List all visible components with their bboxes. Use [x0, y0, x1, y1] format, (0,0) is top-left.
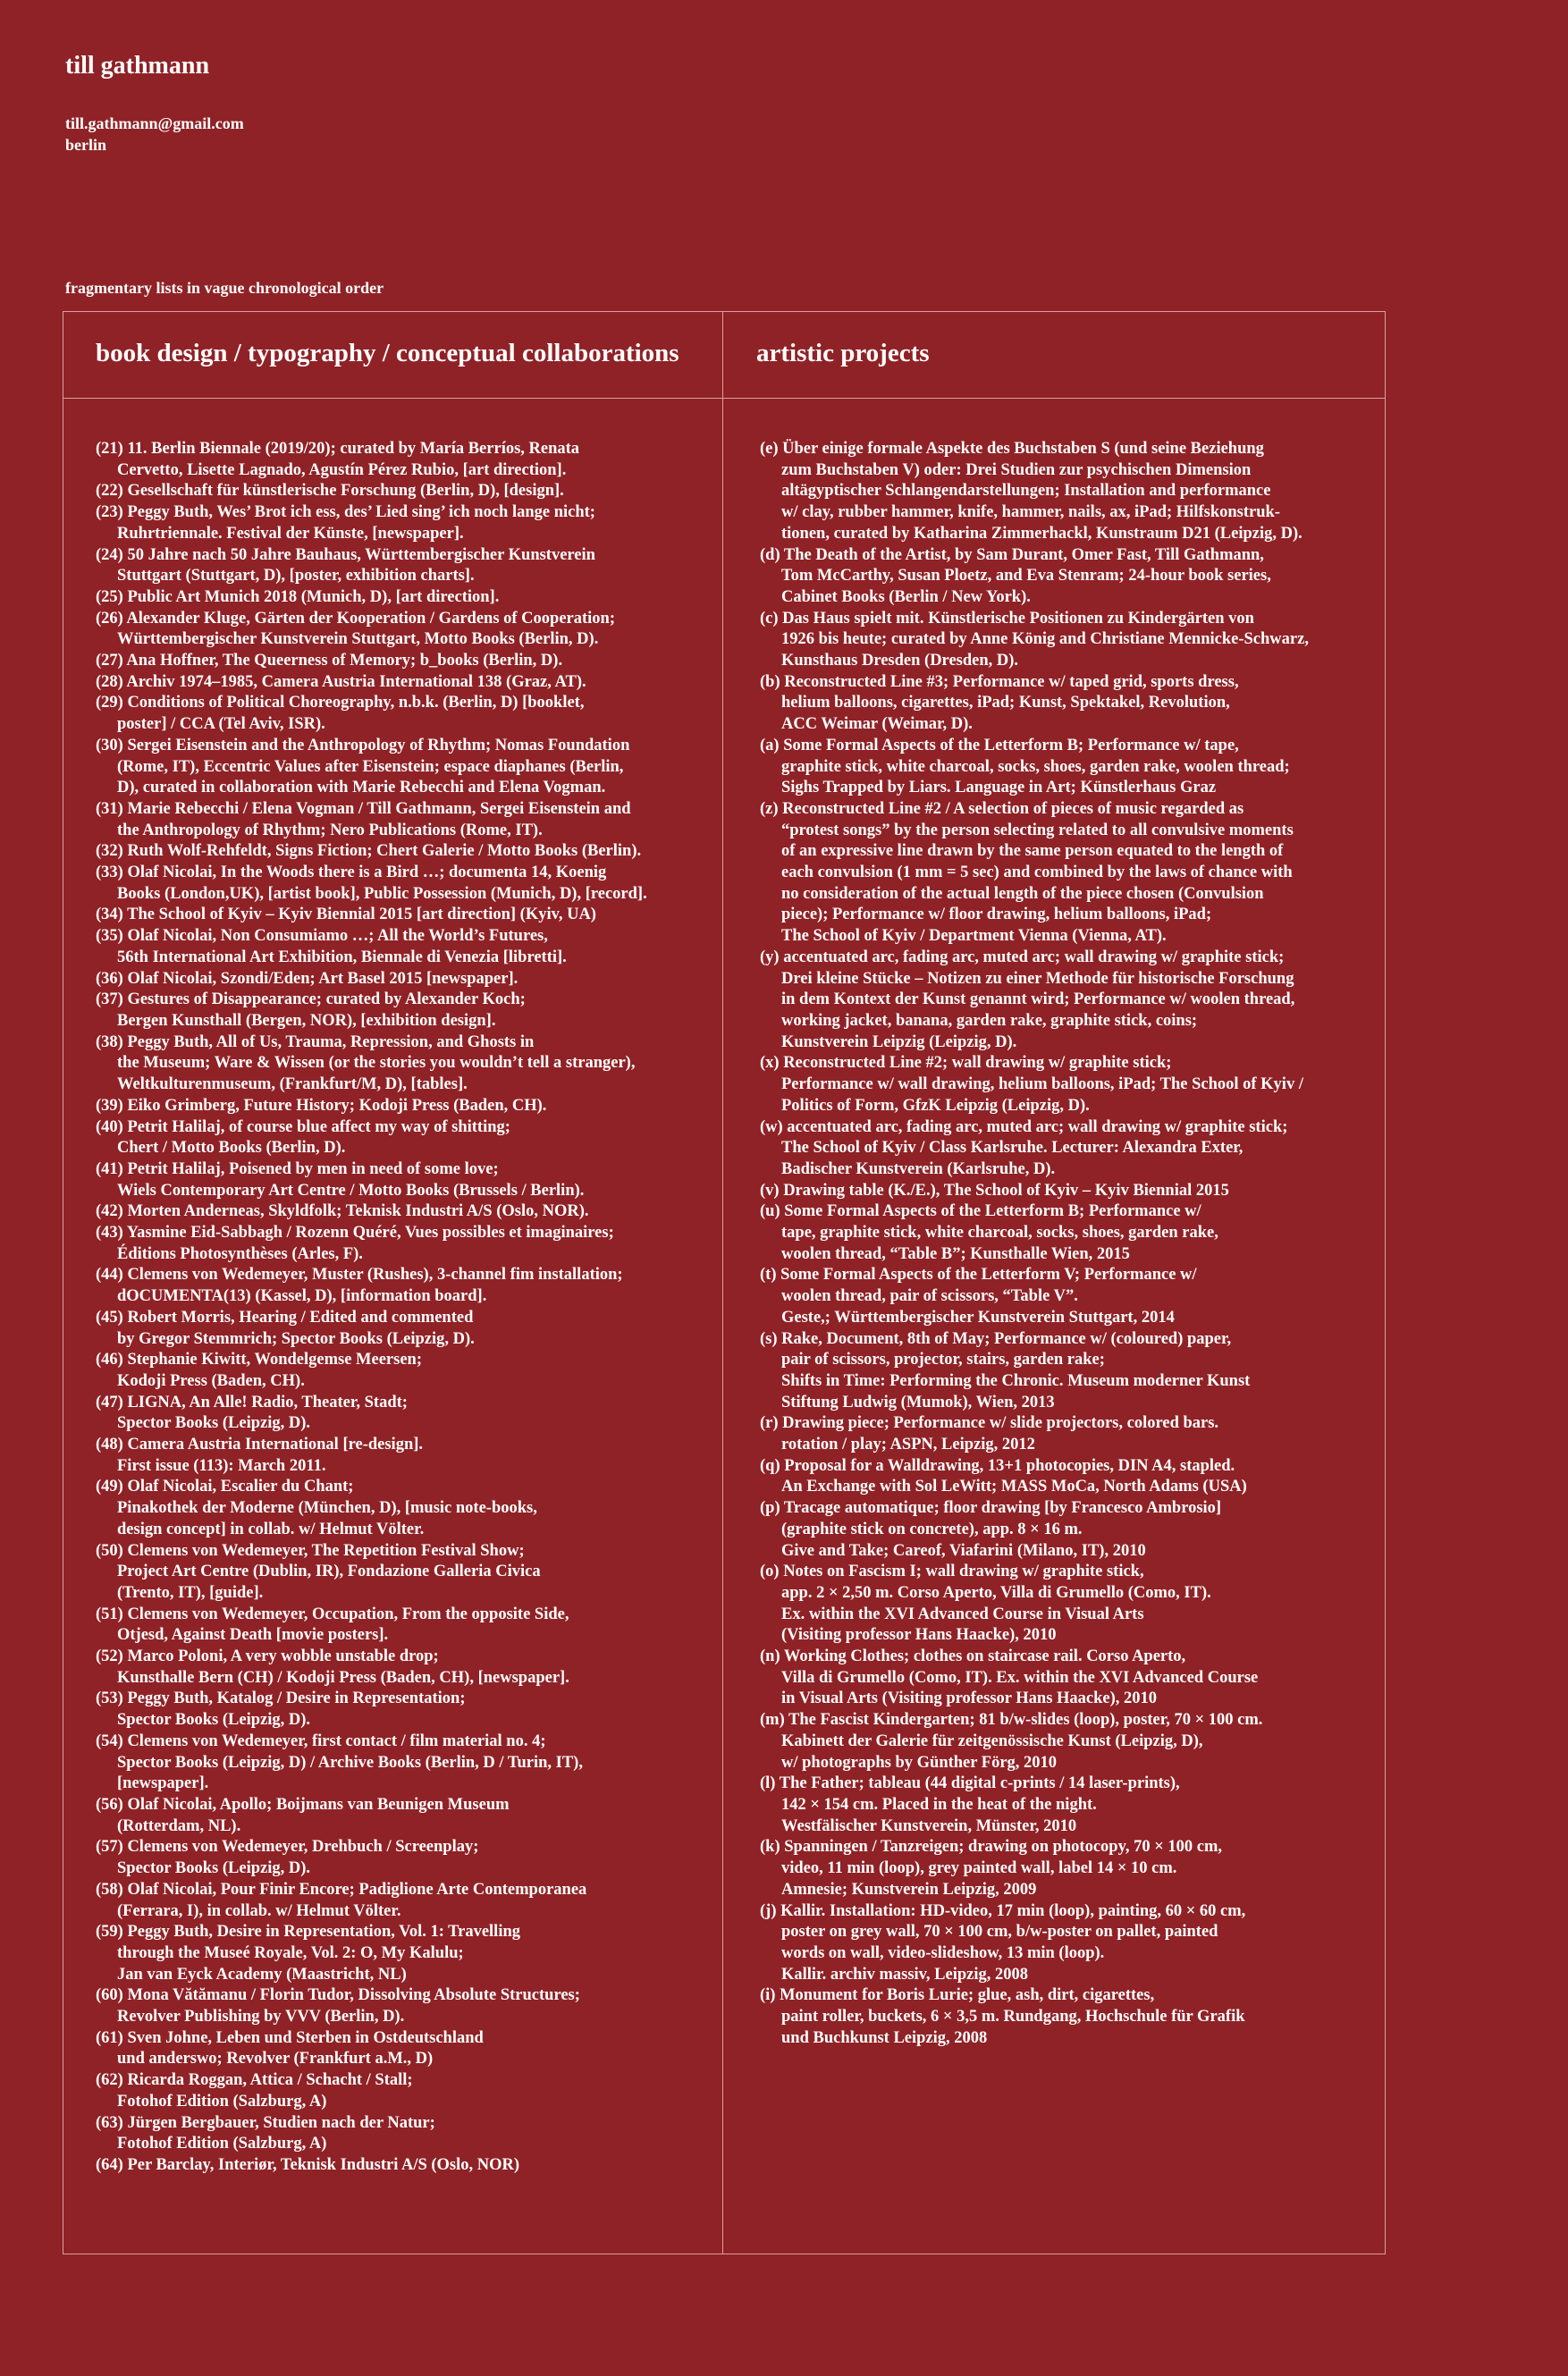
entry-first-line: (c) Das Haus spielt mit. Künstlerische Positionen zu Kindergärten von [760, 609, 1254, 628]
book-design-entry [96, 587, 712, 609]
author-name: till gathmann [65, 52, 210, 80]
artistic-project-entry [760, 439, 1377, 545]
entry-first-line: (24) 50 Jahre nach 50 Jahre Bauhaus, Württembergischer Kunstverein [96, 545, 595, 564]
entry-continuation-line: Geste,; Württembergischer Kunstverein Stuttgart, 2014 [781, 1308, 1175, 1327]
artistic-project-entry [760, 1329, 1377, 1414]
entry-first-line: (34) The School of Kyiv – Kyiv Biennial 2015 [art direction] (Kyiv, UA) [96, 906, 596, 924]
entry-continuation-line: tape, graphite stick, white charcoal, socks, shoes, garden rake, [781, 1224, 1218, 1243]
book-design-entry [96, 2070, 712, 2112]
page-subtitle: fragmentary lists in vague chronological order [65, 279, 384, 297]
entry-continuation-line: the Museum; Ware & Wissen (or the stories you wouldn’t tell a stranger), [117, 1054, 636, 1073]
entry-continuation-line: Performance w/ wall drawing, helium balloons, iPad; The School of Kyiv / [781, 1075, 1303, 1094]
book-design-entry [96, 1731, 712, 1795]
entry-continuation-line: graphite stick, white charcoal, socks, shoes, garden rake, woolen thread; [781, 757, 1290, 776]
entry-first-line: (54) Clemens von Wedemeyer, first contact / film material no. 4; [96, 1731, 546, 1750]
entry-first-line: (39) Eiko Grimberg, Future History; Kodoji Press (Baden, CH). [96, 1096, 547, 1115]
entry-continuation-line: Cabinet Books (Berlin / New York). [781, 587, 1031, 606]
book-design-entry [96, 1922, 712, 1985]
entry-continuation-line: Project Art Centre (Dublin, IR), Fondazione Galleria Civica [117, 1563, 541, 1581]
entry-continuation-line: Jan van Eyck Academy (Maastricht, NL) [117, 1965, 407, 1984]
entry-continuation-line: Sighs Trapped by Liars. Language in Art; Künstlerhaus Graz [781, 779, 1217, 797]
entry-first-line: (41) Petrit Halilaj, Poisened by men in need of some love; [96, 1159, 499, 1178]
artistic-project-entry [760, 1413, 1377, 1455]
entry-first-line: (e) Über einige formale Aspekte des Buchstaben S (und seine Beziehung [760, 440, 1264, 458]
entry-first-line: (33) Olaf Nicolai, In the Woods there is a Bird …; documenta 14, Koenig [96, 864, 607, 882]
entry-continuation-line: no consideration of the actual length of the piece chosen (Convulsion [781, 884, 1264, 903]
book-design-entry [96, 1837, 712, 1879]
book-design-entry [96, 1265, 712, 1307]
entry-continuation-line: Fotohof Edition (Salzburg, A) [117, 2092, 327, 2111]
entry-continuation-line: Stuttgart (Stuttgart, D), [poster, exhibition charts]. [117, 567, 475, 586]
entry-continuation-line: Villa di Grumello (Como, IT). Ex. within the XVI Advanced Course [781, 1668, 1259, 1687]
book-design-entry [96, 651, 712, 672]
entry-continuation-line: video, 11 min (loop), grey painted wall, label 14 × 10 cm. [781, 1859, 1177, 1878]
book-design-entry [96, 1647, 712, 1689]
entry-continuation-line: Give and Take; Careof, Viafarini (Milano, IT), 2010 [781, 1541, 1146, 1560]
entry-first-line: (60) Mona Vătămanu / Florin Tudor, Dissolving Absolute Structures; [96, 1986, 580, 2005]
entry-continuation-line: Éditions Photosynthèses (Arles, F). [117, 1244, 363, 1263]
email-text: till.gathmann@gmail.com [65, 114, 244, 132]
entry-continuation-line: w/ clay, rubber hammer, knife, hammer, nails, ax, iPad; Hilfskonstruk- [781, 503, 1280, 522]
entry-continuation-line: Tom McCarthy, Susan Ploetz, and Eva Stenram; 24-hour book series, [781, 567, 1271, 586]
entry-continuation-line: (Rotterdam, NL). [117, 1816, 241, 1835]
book-design-entry [96, 799, 712, 841]
artistic-project-entry [760, 1774, 1377, 1837]
entry-first-line: (23) Peggy Buth, Wes’ Brot ich ess, des’ Lied sing’ ich noch lange nicht; [96, 503, 595, 522]
book-design-entry [96, 1117, 712, 1159]
entry-first-line: (26) Alexander Kluge, Gärten der Kooperation / Gardens of Cooperation; [96, 609, 615, 628]
artistic-project-entry [760, 1117, 1377, 1181]
entry-first-line: (u) Some Formal Aspects of the Letterform B; Performance w/ [760, 1202, 1201, 1221]
entry-first-line: (62) Ricarda Roggan, Attica / Schacht / Stall; [96, 2071, 413, 2090]
entry-continuation-line: Kunsthaus Dresden (Dresden, D). [781, 652, 1019, 670]
entry-continuation-line: Ruhrtriennale. Festival der Künste, [newspaper]. [117, 524, 464, 543]
book-design-entry [96, 439, 712, 481]
entry-continuation-line: und Buchkunst Leipzig, 2008 [781, 2028, 988, 2047]
entry-first-line: (57) Clemens von Wedemeyer, Drehbuch / Screenplay; [96, 1838, 479, 1857]
entry-continuation-line: (Rome, IT), Eccentric Values after Eisenstein; espace diaphanes (Berlin, [117, 757, 624, 776]
book-design-entry [96, 905, 712, 926]
entry-first-line: (i) Monument for Boris Lurie; glue, ash, dirt, cigarettes, [760, 1986, 1155, 2005]
entry-first-line: (58) Olaf Nicolai, Pour Finir Encore; Padiglione Arte Contemporanea [96, 1880, 587, 1899]
entry-continuation-line: Otjesd, Against Death [movie posters]. [117, 1626, 389, 1645]
book-design-entry [96, 1223, 712, 1265]
entry-first-line: (p) Tracage automatique; floor drawing [by Francesco Ambrosio] [760, 1499, 1222, 1518]
book-design-entry [96, 1605, 712, 1647]
entry-continuation-line: pair of scissors, projector, stairs, garden rake; [781, 1351, 1105, 1369]
book-design-entry [96, 1350, 712, 1392]
entry-continuation-line: paint roller, buckets, 6 × 3,5 m. Rundgang, Hochschule für Grafik [781, 2008, 1245, 2026]
entry-first-line: (61) Sven Johne, Leben und Sterben in Ostdeutschland [96, 2028, 484, 2047]
contact-block [65, 113, 244, 156]
entry-first-line: (d) The Death of the Artist, by Sam Durant, Omer Fast, Till Gathmann, [760, 545, 1264, 564]
entry-first-line: (46) Stephanie Kiwitt, Wondelgemse Meersen; [96, 1351, 422, 1369]
entry-first-line: (47) LIGNA, An Alle! Radio, Theater, Stadt; [96, 1393, 408, 1411]
artistic-project-entry [760, 799, 1377, 948]
entry-first-line: (36) Olaf Nicolai, Szondi/Eden; Art Basel 2015 [newspaper]. [96, 969, 518, 988]
entry-continuation-line: Revolver Publishing by VVV (Berlin, D). [117, 2008, 405, 2026]
entry-first-line: (35) Olaf Nicolai, Non Consumiamo …; All the World’s Futures, [96, 927, 548, 946]
entry-first-line: (48) Camera Austria International [re-design]. [96, 1436, 424, 1454]
entry-continuation-line: Stiftung Ludwig (Mumok), Wien, 2013 [781, 1393, 1055, 1411]
artistic-project-entry [760, 736, 1377, 799]
entry-continuation-line: piece); Performance w/ floor drawing, helium balloons, iPad; [781, 906, 1212, 924]
entry-continuation-line: Weltkulturenmuseum, (Frankfurt/M, D), [tables]. [117, 1075, 468, 1094]
book-design-entry [96, 736, 712, 799]
book-design-entry [96, 969, 712, 990]
entry-continuation-line: 1926 bis heute; curated by Anne König and Christiane Mennicke-Schwarz, [781, 630, 1309, 649]
book-design-entry [96, 2028, 712, 2070]
entry-first-line: (25) Public Art Munich 2018 (Munich, D), [art direction]. [96, 587, 500, 606]
entry-continuation-line: design concept] in collab. w/ Helmut Völter. [117, 1520, 425, 1538]
book-design-entry [96, 2155, 712, 2177]
entry-first-line: (45) Robert Morris, Hearing / Edited and commented [96, 1308, 474, 1327]
entry-continuation-line: 142 × 154 cm. Placed in the heat of the night. [781, 1796, 1097, 1814]
entry-first-line: (r) Drawing piece; Performance w/ slide projectors, colored bars. [760, 1414, 1219, 1433]
entry-continuation-line: Drei kleine Stücke – Notizen zu einer Methode für historische Forschung [781, 969, 1294, 988]
entry-continuation-line: [newspaper]. [117, 1774, 209, 1793]
entry-continuation-line: Kunsthalle Bern (CH) / Kodoji Press (Baden, CH), [newspaper]. [117, 1668, 569, 1687]
entry-continuation-line: Spector Books (Leipzig, D) / Archive Books (Berlin, D / Turin, IT), [117, 1753, 583, 1772]
entry-first-line: (31) Marie Rebecchi / Elena Vogman / Till Gathmann, Sergei Eisenstein and [96, 799, 631, 818]
book-design-entry [96, 863, 712, 905]
artistic-project-entry [760, 672, 1377, 736]
book-design-entry [96, 1477, 712, 1540]
entry-continuation-line: poster on grey wall, 70 × 100 cm, b/w-poster on pallet, painted [781, 1923, 1218, 1942]
entry-first-line: (l) The Father; tableau (44 digital c-prints / 14 laser-prints), [760, 1774, 1180, 1793]
book-design-entry [96, 990, 712, 1032]
entry-continuation-line: Books (London,UK), [artist book], Public Possession (Munich, D), [record]. [117, 884, 647, 903]
entry-first-line: (30) Sergei Eisenstein and the Anthropology of Rhythm; Nomas Foundation [96, 736, 630, 754]
entry-continuation-line: Cervetto, Lisette Lagnado, Agustín Pérez Rubio, [art direction]. [117, 460, 567, 479]
left-column-title: book design / typography / conceptual collaborations [96, 339, 679, 367]
artistic-project-entry [760, 1456, 1377, 1498]
city-text: berlin [65, 136, 107, 154]
right-column-title: artistic projects [756, 339, 930, 367]
artistic-project-entry [760, 1201, 1377, 1265]
entry-first-line: (n) Working Clothes; clothes on staircase rail. Corso Aperto, [760, 1647, 1186, 1666]
entry-continuation-line: Württembergischer Kunstverein Stuttgart, Motto Books (Berlin, D). [117, 630, 599, 649]
entry-first-line: (29) Conditions of Political Choreography, n.b.k. (Berlin, D) [booklet, [96, 694, 585, 712]
artistic-project-entry [760, 1647, 1377, 1710]
entry-continuation-line: dOCUMENTA(13) (Kassel, D), [information board]. [117, 1287, 487, 1306]
artistic-project-entry [760, 545, 1377, 609]
entry-first-line: (42) Morten Anderneas, Skyldfolk; Teknisk Industri A/S (Oslo, NOR). [96, 1202, 589, 1221]
entry-continuation-line: Chert / Motto Books (Berlin, D). [117, 1139, 346, 1158]
entry-first-line: (z) Reconstructed Line #2 / A selection of pieces of music regarded as [760, 799, 1244, 818]
entry-first-line: (q) Proposal for a Walldrawing, 13+1 photocopies, DIN A4, stapled. [760, 1456, 1235, 1475]
entry-continuation-line: each convulsion (1 mm = 5 sec) and combined by the laws of chance with [781, 864, 1293, 882]
lists-table [63, 311, 1386, 2254]
artistic-projects-list [760, 439, 1377, 2049]
entry-continuation-line: app. 2 × 2,50 m. Corso Aperto, Villa di Grumello (Como, IT). [781, 1583, 1211, 1602]
entry-first-line: (k) Spanningen / Tanzreigen; drawing on photocopy, 70 × 100 cm, [760, 1838, 1222, 1857]
book-design-entry [96, 693, 712, 735]
entry-continuation-line: First issue (113): March 2011. [117, 1456, 326, 1475]
book-design-entry [96, 672, 712, 694]
artistic-project-entry [760, 1985, 1377, 2049]
artistic-project-entry [760, 1053, 1377, 1116]
entry-first-line: (t) Some Formal Aspects of the Letterform V; Performance w/ [760, 1266, 1197, 1285]
entry-continuation-line: Spector Books (Leipzig, D). [117, 1711, 311, 1730]
entry-first-line: (64) Per Barclay, Interiør, Teknisk Industri A/S (Oslo, NOR) [96, 2155, 520, 2174]
entry-continuation-line: Shifts in Time: Performing the Chronic. Museum moderner Kunst [781, 1371, 1251, 1390]
entry-continuation-line: (graphite stick on concrete), app. 8 × 16 m. [781, 1520, 1083, 1538]
artistic-project-entry [760, 1901, 1377, 1986]
entry-continuation-line: Spector Books (Leipzig, D). [117, 1859, 311, 1878]
entry-first-line: (50) Clemens von Wedemeyer, The Repetition Festival Show; [96, 1541, 525, 1560]
book-design-entry [96, 1201, 712, 1223]
entry-first-line: (w) accentuated arc, fading arc, muted arc; wall drawing w/ graphite stick; [760, 1117, 1288, 1136]
artistic-project-entry [760, 1710, 1377, 1774]
book-design-entry [96, 1880, 712, 1922]
entry-continuation-line: Ex. within the XVI Advanced Course in Visual Arts [781, 1605, 1144, 1623]
entry-first-line: (40) Petrit Halilaj, of course blue affect my way of shitting; [96, 1117, 510, 1136]
entry-continuation-line: through the Museé Royale, Vol. 2: O, My Kalulu; [117, 1943, 464, 1962]
entry-first-line: (v) Drawing table (K./E.), The School of Kyiv – Kyiv Biennial 2015 [760, 1181, 1229, 1200]
entry-continuation-line: tionen, curated by Katharina Zimmerhackl, Kunstraum D21 (Leipzig, D). [781, 524, 1302, 543]
entry-continuation-line: Fotohof Edition (Salzburg, A) [117, 2135, 327, 2153]
book-design-entry [96, 545, 712, 587]
book-design-entry [96, 1541, 712, 1605]
artistic-project-entry [760, 1181, 1377, 1202]
entry-continuation-line: Wiels Contemporary Art Centre / Motto Books (Brussels / Berlin). [117, 1181, 585, 1200]
entry-continuation-line: helium balloons, cigarettes, iPad; Kunst, Spektakel, Revolution, [781, 694, 1230, 712]
entry-first-line: (j) Kallir. Installation: HD-video, 17 min (loop), painting, 60 × 60 cm, [760, 1901, 1246, 1920]
entry-continuation-line: An Exchange with Sol LeWitt; MASS MoCa, North Adams (USA) [781, 1478, 1247, 1496]
entry-first-line: (44) Clemens von Wedemeyer, Muster (Rushes), 3-channel fim installation; [96, 1266, 623, 1285]
entry-first-line: (37) Gestures of Disappearance; curated by Alexander Koch; [96, 990, 526, 1009]
entry-continuation-line: zum Buchstaben V) oder: Drei Studien zur psychischen Dimension [781, 460, 1252, 479]
entry-first-line: (21) 11. Berlin Biennale (2019/20); curated by María Berríos, Renata [96, 440, 580, 458]
entry-first-line: (27) Ana Hoffner, The Queerness of Memory; b_books (Berlin, D). [96, 652, 563, 670]
entry-continuation-line: by Gregor Stemmrich; Spector Books (Leipzig, D). [117, 1329, 475, 1348]
entry-continuation-line: Kallir. archiv massiv, Leipzig, 2008 [781, 1965, 1028, 1984]
entry-continuation-line: Politics of Form, GfzK Leipzig (Leipzig, D). [781, 1096, 1090, 1115]
entry-first-line: (49) Olaf Nicolai, Escalier du Chant; [96, 1478, 354, 1496]
entry-continuation-line: D), curated in collaboration with Marie Rebecchi and Elena Vogman. [117, 779, 606, 797]
book-design-entry [96, 502, 712, 544]
entry-continuation-line: w/ photographs by Günther Förg, 2010 [781, 1753, 1058, 1772]
book-design-entry [96, 926, 712, 968]
entry-first-line: (38) Peggy Buth, All of Us, Trauma, Repression, and Ghosts in [96, 1032, 535, 1051]
book-design-entry [96, 481, 712, 502]
entry-continuation-line: words on wall, video-slideshow, 13 min (loop). [781, 1943, 1105, 1962]
entry-first-line: (22) Gesellschaft für künstlerische Forschung (Berlin, D), [design]. [96, 482, 564, 501]
entry-continuation-line: Kunstverein Leipzig (Leipzig, D). [781, 1032, 1017, 1051]
entry-continuation-line: und anderswo; Revolver (Frankfurt a.M., D) [117, 2050, 434, 2068]
entry-continuation-line: in Visual Arts (Visiting professor Hans Haacke), 2010 [781, 1689, 1158, 1708]
entry-first-line: (53) Peggy Buth, Katalog / Desire in Representation; [96, 1689, 466, 1708]
book-design-entry [96, 1308, 712, 1350]
entry-first-line: (m) The Fascist Kindergarten; 81 b/w-slides (loop), poster, 70 × 100 cm. [760, 1711, 1263, 1730]
book-design-entry [96, 1159, 712, 1201]
entry-continuation-line: ACC Weimar (Weimar, D). [781, 715, 973, 734]
entry-first-line: (y) accentuated arc, fading arc, muted arc; wall drawing w/ graphite stick; [760, 948, 1285, 966]
entry-continuation-line: (Ferrara, I), in collab. w/ Helmut Völter. [117, 1901, 401, 1920]
entry-continuation-line: the Anthropology of Rhythm; Nero Publications (Rome, IT). [117, 821, 543, 839]
entry-first-line: (51) Clemens von Wedemeyer, Occupation, From the opposite Side, [96, 1605, 569, 1623]
entry-continuation-line: altägyptischer Schlangendarstellungen; Installation and performance [781, 482, 1271, 501]
entry-first-line: (x) Reconstructed Line #2; wall drawing w/ graphite stick; [760, 1054, 1172, 1073]
entry-continuation-line: (Visiting professor Hans Haacke), 2010 [781, 1626, 1057, 1645]
entry-continuation-line: Spector Books (Leipzig, D). [117, 1414, 311, 1433]
entry-continuation-line: poster] / CCA (Tel Aviv, ISR). [117, 715, 325, 734]
book-design-entry [96, 841, 712, 863]
entry-continuation-line: of an expressive line drawn by the same person equated to the length of [781, 842, 1284, 861]
entry-continuation-line: Westfälischer Kunstverein, Münster, 2010 [781, 1816, 1077, 1835]
entry-continuation-line: working jacket, banana, garden rake, graphite stick, coins; [781, 1011, 1198, 1030]
entry-continuation-line: “protest songs” by the person selecting related to all convulsive moments [781, 821, 1294, 839]
entry-first-line: (59) Peggy Buth, Desire in Representation, Vol. 1: Travelling [96, 1923, 521, 1942]
entry-continuation-line: The School of Kyiv / Class Karlsruhe. Lecturer: Alexandra Exter, [781, 1139, 1243, 1158]
book-design-entry [96, 1435, 712, 1477]
book-design-entry [96, 1689, 712, 1731]
column-divider [722, 312, 723, 2254]
entry-continuation-line: The School of Kyiv / Department Vienna (Vienna, AT). [781, 927, 1167, 946]
artistic-project-entry [760, 1837, 1377, 1900]
book-design-list [96, 439, 712, 2177]
book-design-entry [96, 1032, 712, 1096]
entry-first-line: (43) Yasmine Eid-Sabbagh / Rozenn Quéré, Vues possibles et imaginaires; [96, 1224, 614, 1243]
entry-continuation-line: (Trento, IT), [guide]. [117, 1583, 264, 1602]
entry-continuation-line: Amnesie; Kunstverein Leipzig, 2009 [781, 1880, 1037, 1899]
entry-first-line: (56) Olaf Nicolai, Apollo; Boijmans van Beunigen Museum [96, 1796, 510, 1814]
entry-continuation-line: 56th International Art Exhibition, Biennale di Venezia [libretti]. [117, 948, 567, 966]
entry-first-line: (o) Notes on Fascism I; wall drawing w/ graphite stick, [760, 1563, 1144, 1581]
artistic-project-entry [760, 1562, 1377, 1647]
header-divider [63, 398, 1385, 399]
book-design-entry [96, 2113, 712, 2155]
entry-first-line: (s) Rake, Document, 8th of May; Performance w/ (coloured) paper, [760, 1329, 1232, 1348]
book-design-entry [96, 1096, 712, 1117]
entry-first-line: (52) Marco Poloni, A very wobble unstable drop; [96, 1647, 439, 1666]
entry-continuation-line: Kodoji Press (Baden, CH). [117, 1371, 305, 1390]
entry-continuation-line: Pinakothek der Moderne (München, D), [music note-books, [117, 1499, 537, 1518]
entry-continuation-line: rotation / play; ASPN, Leipzig, 2012 [781, 1436, 1035, 1454]
artistic-project-entry [760, 609, 1377, 672]
entry-first-line: (32) Ruth Wolf-Rehfeldt, Signs Fiction; Chert Galerie / Motto Books (Berlin). [96, 842, 642, 861]
entry-continuation-line: in dem Kontext der Kunst genannt wird; Performance w/ woolen thread, [781, 990, 1295, 1009]
book-design-entry [96, 1795, 712, 1837]
book-design-entry [96, 1985, 712, 2027]
entry-first-line: (b) Reconstructed Line #3; Performance w/ taped grid, sports dress, [760, 672, 1239, 691]
artistic-project-entry [760, 1265, 1377, 1328]
entry-continuation-line: Bergen Kunsthall (Bergen, NOR), [exhibition design]. [117, 1011, 496, 1030]
book-design-entry [96, 609, 712, 651]
entry-continuation-line: Badischer Kunstverein (Karlsruhe, D). [781, 1159, 1056, 1178]
artistic-project-entry [760, 948, 1377, 1054]
entry-continuation-line: woolen thread, pair of scissors, “Table V”. [781, 1287, 1078, 1306]
book-design-entry [96, 1393, 712, 1435]
entry-continuation-line: woolen thread, “Table B”; Kunsthalle Wien, 2015 [781, 1244, 1130, 1263]
entry-continuation-line: Kabinett der Galerie für zeitgenössische Kunst (Leipzig, D), [781, 1731, 1203, 1750]
entry-first-line: (28) Archiv 1974–1985, Camera Austria International 138 (Graz, AT). [96, 672, 586, 691]
artistic-project-entry [760, 1498, 1377, 1562]
entry-first-line: (a) Some Formal Aspects of the Letterform B; Performance w/ tape, [760, 736, 1239, 754]
entry-first-line: (63) Jürgen Bergbauer, Studien nach der Natur; [96, 2113, 435, 2132]
